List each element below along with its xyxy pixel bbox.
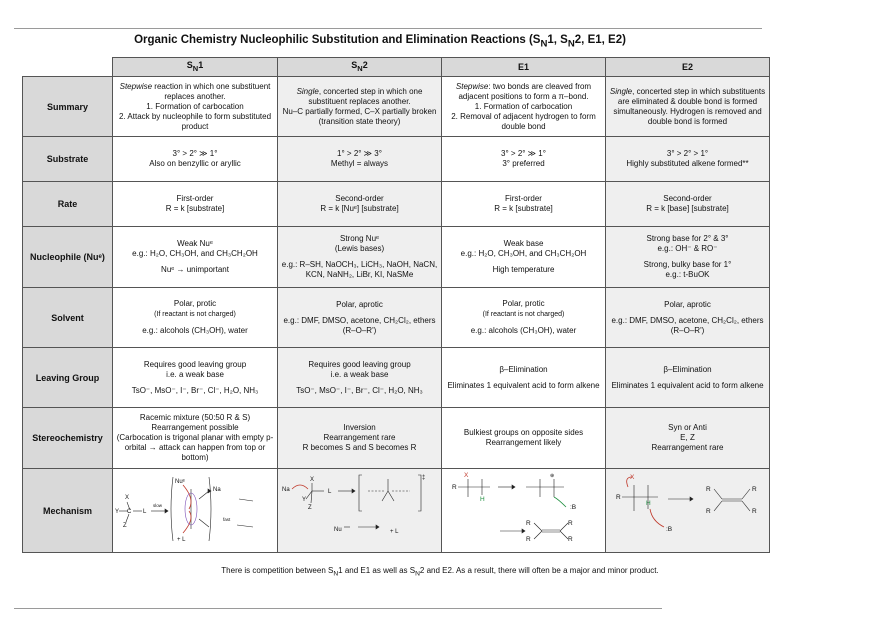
substrate-e2-order: 3° > 2° > 1°	[666, 149, 709, 158]
summary-e1	[442, 77, 606, 137]
sn1-attack-arrows	[183, 485, 191, 533]
sn2-y-label: Y	[302, 497, 307, 503]
e1-product-r4: R	[568, 536, 573, 543]
sn2-nu-label: Nu	[334, 527, 342, 533]
summary-e2	[606, 77, 770, 137]
rate-sn2-order: Second-order	[335, 194, 384, 203]
sn2-z-label: Z	[308, 505, 312, 511]
sn2-bonds	[306, 475, 421, 529]
row-label-solvent: Solvent	[23, 288, 113, 348]
corner-cell	[23, 58, 113, 77]
e1-product-r1: R	[526, 520, 531, 527]
nucleophile-sn1	[113, 227, 278, 288]
summary-sn1-rest: reaction in which one substituent replaces another.	[152, 81, 271, 101]
row-label-summary: Summary	[23, 77, 113, 137]
col-header-sn2: $S_N2$	[278, 58, 442, 77]
stereo-e2-ez: E, Z	[680, 433, 695, 442]
sn2-l-label: L	[328, 489, 332, 495]
stereo-sn2-note: R becomes S and S becomes R	[302, 443, 417, 452]
nucleophile-e1-note: High temperature	[492, 265, 555, 274]
substrate-e1	[442, 137, 606, 182]
stereo-e2-syn-anti: Syn or Anti	[668, 423, 707, 432]
rate-sn1	[113, 182, 278, 227]
substrate-sn1-order: 3° > 2° ≫ 1°	[172, 149, 218, 158]
nucleophile-e2	[606, 227, 770, 288]
nucleophile-sn1-examples: e.g.: H₂O, CH₃OH, and CH₃CH₂OH	[132, 249, 258, 258]
summary-e2-rest: , concerted step in which substituents are eliminated & double bond is formed simultaneously. Hydrogen is removed and double bond is formed	[613, 86, 766, 126]
e2-base-label: :B	[666, 526, 673, 533]
e1-deprotonation-arrow	[554, 497, 566, 507]
row-mechanism	[23, 469, 770, 553]
leaving-sn2-note: i.e. a weak base	[330, 369, 389, 379]
leaving-e1-note: Eliminates 1 equivalent acid to form alkene	[447, 380, 600, 390]
mechanism-sn1	[113, 469, 278, 553]
e2-product-r3: R	[752, 486, 757, 493]
solvent-sn1-examples: e.g.: alcohols (CH₃OH), water	[142, 326, 248, 335]
sn1-c-label: C	[127, 509, 132, 515]
mechanism-e2	[606, 469, 770, 553]
mechanism-sn2	[278, 469, 442, 553]
substrate-sn2	[278, 137, 442, 182]
e2-bonds	[622, 485, 750, 511]
stereo-sn2	[278, 408, 442, 469]
stereo-sn1-racemic: Racemic mixture (50:50 R & S)	[139, 413, 251, 422]
leaving-sn2-examples: TsO⁻, MsO⁻, I⁻, Br⁻, Cl⁻, H₂O, NH₃	[296, 385, 423, 395]
sn2-mechanism-diagram	[278, 469, 441, 549]
sn1-bonds	[119, 477, 253, 541]
stereo-sn2-inversion: Inversion	[343, 423, 376, 432]
e1-carbocation-label: ⊕	[550, 473, 555, 479]
nucleophile-e2-strength: Strong base for 2° & 3°	[646, 234, 729, 243]
e1-labels	[452, 472, 576, 543]
e2-x-label: X	[630, 474, 635, 481]
rate-e2-order: Second-order	[663, 194, 712, 203]
summary-e1-step1: 1. Formation of carbocation	[474, 101, 573, 111]
leaving-e1	[442, 348, 606, 408]
row-leaving-group	[23, 348, 770, 408]
leaving-sn1-req: Requires good leaving group	[143, 359, 247, 369]
footnote: There is competition between $S_N1$ and E1 as well as $S_N2$ and E2. As a result, there will often be a major and minor product.	[221, 566, 659, 578]
summary-sn1	[113, 77, 278, 137]
solvent-e2-examples: e.g.: DMF, DMSO, acetone, CH₂Cl₂, ethers (R–O–R')	[611, 315, 764, 335]
e1-base-label: :B	[570, 504, 577, 511]
summary-sn2-em: Single	[296, 86, 319, 96]
summary-e2-em: Single	[609, 86, 633, 96]
sn2-plus-l-label: + L	[390, 529, 399, 535]
rate-e2	[606, 182, 770, 227]
e2-r-label: R	[616, 494, 621, 501]
nucleophile-sn2	[278, 227, 442, 288]
summary-sn2	[278, 77, 442, 137]
e1-bonds	[458, 479, 568, 539]
solvent-e2	[606, 288, 770, 348]
summary-sn2-detail: Nu–C partially formed, C–X partially broken (transition state theory)	[282, 106, 437, 126]
e1-product-r2: R	[526, 536, 531, 543]
solvent-sn1-type: Polar, protic	[173, 299, 217, 308]
mechanism-e1	[442, 469, 606, 553]
stereo-sn1-note: (Carbocation is trigonal planar with empty p-orbital → attack can happen from top or bottom)	[116, 433, 274, 462]
substrate-e2	[606, 137, 770, 182]
summary-sn2-rest: , concerted step in which one substituent replaces another.	[308, 86, 423, 106]
rate-e1-law: R = k [substrate]	[494, 204, 553, 213]
leaving-e2-note: Eliminates 1 equivalent acid to form alkene	[611, 380, 764, 390]
rate-e1	[442, 182, 606, 227]
solvent-e1-examples: e.g.: alcohols (CH₃OH), water	[470, 326, 577, 335]
sn1-mechanism-diagram	[113, 469, 277, 549]
leaving-e1-type: β–Elimination	[499, 364, 548, 374]
sn2-attack-arrow	[292, 485, 308, 489]
rate-sn2	[278, 182, 442, 227]
nucleophile-e2-bulky: Strong, bulky base for 1°	[643, 260, 732, 269]
nucleophile-sn2-note: (Lewis bases)	[334, 244, 385, 253]
sn1-nu-label: Nuᵉ	[175, 479, 185, 485]
row-label-leaving-group: Leaving Group	[23, 348, 113, 408]
e1-x-label: X	[464, 472, 469, 479]
solvent-sn2	[278, 288, 442, 348]
sn1-l-label: L	[143, 509, 147, 515]
solvent-e1	[442, 288, 606, 348]
e2-product-r1: R	[706, 486, 711, 493]
reactions-table	[22, 57, 770, 553]
leaving-e2-type: β–Elimination	[663, 364, 712, 374]
sn1-fast-label: fast	[223, 517, 231, 522]
header-row	[23, 58, 770, 77]
sn1-na-label: Na	[213, 487, 221, 493]
solvent-sn2-examples: e.g.: DMF, DMSO, acetone, CH₂Cl₂, ethers (R–O–R')	[283, 315, 436, 335]
rate-sn1-law: R = k [substrate]	[165, 204, 225, 213]
row-summary	[23, 77, 770, 137]
substrate-sn1-note: Also on benzyllic or aryllic	[149, 159, 241, 168]
e2-mechanism-diagram	[606, 469, 769, 549]
e2-product-r2: R	[706, 508, 711, 515]
row-solvent	[23, 288, 770, 348]
sn1-slow-label: slow	[153, 503, 163, 508]
e2-product-r4: R	[752, 508, 757, 515]
solvent-sn1	[113, 288, 278, 348]
substrate-sn2-note: Methyl = always	[330, 159, 389, 168]
col-header-e2: E2	[606, 58, 770, 77]
col-header-e1: E1	[442, 58, 606, 77]
leaving-sn2-req: Requires good leaving group	[308, 359, 411, 369]
stereo-e2-rearrangement: Rearrangement rare	[651, 443, 724, 452]
summary-sn1-step2: 2. Attack by nucleophile to form substituted product	[118, 111, 272, 131]
rate-sn1-order: First-order	[176, 194, 214, 203]
summary-e1-step2: 2. Removal of adjacent hydrogen to form double bond	[451, 111, 596, 131]
stereo-e1-rearrangement: Rearrangement likely	[485, 438, 562, 447]
nucleophile-e1	[442, 227, 606, 288]
row-label-nucleophile: Nucleophile (Nuᵉ)	[23, 227, 113, 288]
substrate-e1-note: 3° preferred	[502, 159, 545, 168]
stereo-e1-groups: Bulkiest groups on opposite sides	[463, 428, 584, 437]
summary-sn1-em: Stepwise	[119, 81, 153, 91]
summary-e1-em: Stepwise	[455, 81, 489, 91]
row-label-rate: Rate	[23, 182, 113, 227]
solvent-e1-type: Polar, protic	[502, 299, 545, 308]
row-rate	[23, 182, 770, 227]
sn1-z-label: Z	[123, 523, 127, 529]
row-stereochemistry	[23, 408, 770, 469]
top-rule	[14, 28, 762, 29]
sn2-x-label: X	[310, 477, 315, 483]
e2-labels	[616, 474, 757, 533]
sn1-plus-l-label: + L	[177, 537, 186, 543]
nucleophile-sn2-strength: Strong Nuᵉ	[340, 234, 379, 243]
solvent-e2-type: Polar, aprotic	[664, 299, 711, 309]
page-title: Organic Chemistry Nucleophilic Substitution and Elimination Reactions ($S_N1$, $S_N2$, E1, E2)	[134, 34, 626, 50]
stereo-e2	[606, 408, 770, 469]
rate-e2-law: R = k [base] [substrate]	[646, 204, 729, 213]
sn1-y-label: Y	[115, 509, 120, 515]
solvent-sn1-condition: (If reactant is not charged)	[154, 311, 236, 318]
nucleophile-sn1-note: Nuᵉ → unimportant	[161, 265, 229, 274]
nucleophile-sn1-strength: Weak Nuᵉ	[177, 239, 213, 248]
nucleophile-e1-strength: Weak base	[503, 239, 544, 248]
leaving-sn1-examples: TsO⁻, MsO⁻, I⁻, Br⁻, Cl⁻, H₂O, NH₃	[131, 385, 259, 395]
summary-e1-rest: : two bonds are cleaved from adjacent positions to form a π–bond.	[458, 81, 592, 101]
e1-h-label: H	[480, 496, 485, 503]
solvent-e1-condition: (If reactant is not charged)	[482, 311, 565, 318]
col-header-sn1: $S_N1$	[113, 58, 278, 77]
substrate-e1-order: 3° > 2° ≫ 1°	[501, 149, 546, 158]
row-label-mechanism: Mechanism	[23, 469, 113, 553]
stereo-sn1	[113, 408, 278, 469]
bottom-rule	[14, 608, 662, 609]
sn2-na-label: Na	[282, 487, 290, 493]
e1-product-r3: R	[568, 520, 573, 527]
row-substrate	[23, 137, 770, 182]
e2-h-label: H	[646, 500, 651, 507]
stereo-e1	[442, 408, 606, 469]
substrate-sn2-order: 1° > 2° ≫ 3°	[337, 149, 382, 158]
nucleophile-e1-examples: e.g.: H₂O, CH₃OH, and CH₃CH₂OH	[460, 249, 587, 258]
stereo-sn1-rearrangement: Rearrangement possible	[151, 423, 239, 432]
sn1-x-label: X	[125, 495, 130, 501]
leaving-sn2	[278, 348, 442, 408]
substrate-sn1	[113, 137, 278, 182]
row-label-substrate: Substrate	[23, 137, 113, 182]
e1-r-label: R	[452, 484, 457, 491]
leaving-sn1-note: i.e. a weak base	[166, 369, 224, 379]
row-label-stereochemistry: Stereochemistry	[23, 408, 113, 469]
row-nucleophile	[23, 227, 770, 288]
rate-sn2-law: R = k [Nuᵉ] [substrate]	[320, 204, 399, 213]
substrate-e2-note: Highly substituted alkene formed**	[626, 159, 749, 168]
e1-mechanism-diagram	[442, 469, 605, 549]
solvent-sn2-type: Polar, aprotic	[336, 299, 383, 309]
leaving-e2	[606, 348, 770, 408]
rate-e1-order: First-order	[505, 194, 542, 203]
sn2-labels	[282, 475, 425, 535]
nucleophile-e2-examples: e.g.: OH⁻ & RO⁻	[657, 244, 718, 253]
summary-sn1-step1: 1. Formation of carbocation	[146, 101, 244, 111]
nucleophile-e2-bulky-example: e.g.: t-BuOK	[665, 270, 710, 279]
nucleophile-sn2-examples: e.g.: R–SH, NaOCH₃, LiCH₃, NaOH, NaCN, KCN, NaNH₂, LiBr, KI, NaSMe	[281, 260, 438, 279]
stereo-sn2-rearrangement: Rearrangement rare	[323, 433, 396, 442]
leaving-sn1	[113, 348, 278, 408]
sn2-ts-label: ‡	[422, 475, 426, 481]
